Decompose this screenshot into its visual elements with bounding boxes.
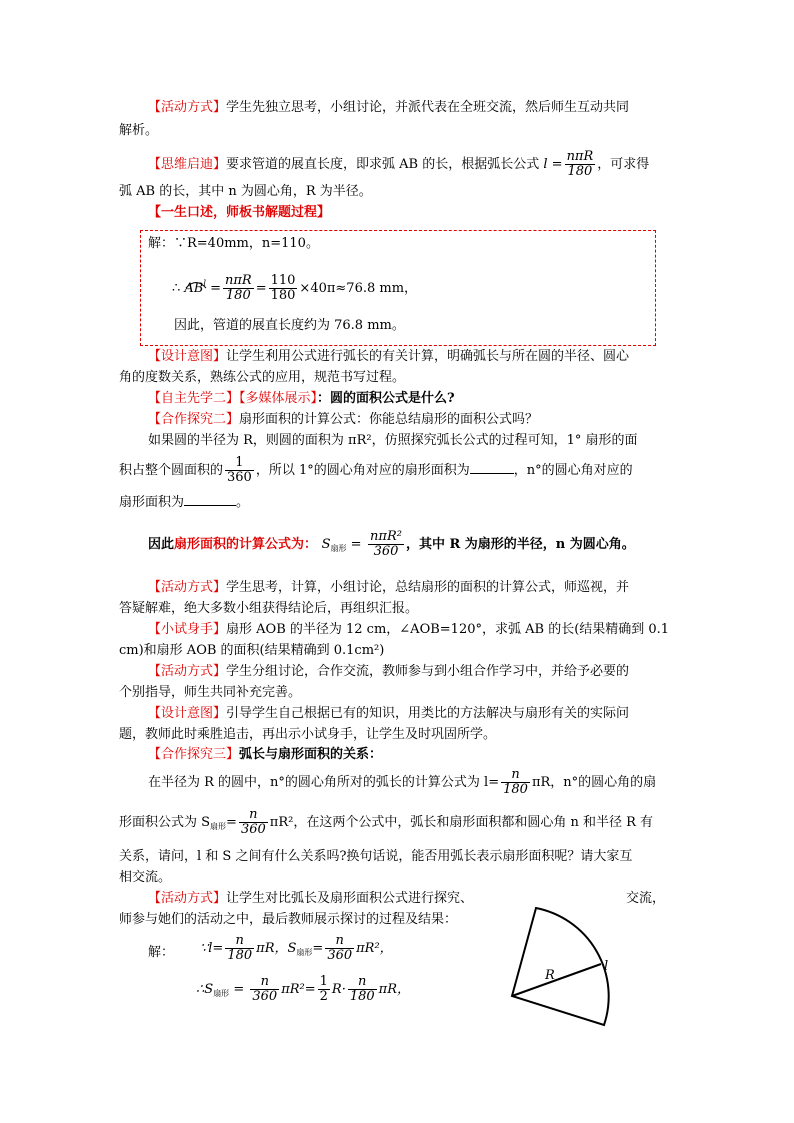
p5-tag1: 【自主先学二】 (148, 391, 240, 406)
p2-tag: 【思维启迪】 (148, 157, 227, 172)
p9-tag: 【活动方式】 (148, 580, 227, 595)
sector-label-l: l (604, 959, 609, 974)
p8-post: ，其中 R 为扇形的半径，n 为圆心角。 (405, 537, 635, 552)
p14-frac1 (501, 768, 530, 797)
jie-n2: n (325, 934, 354, 949)
p14-den1: 180 (503, 782, 528, 797)
p14-den2: 360 (240, 822, 266, 837)
p1-text: 学生先独立思考，小组讨论，并派代表在全班交流，然后师生互动共同 (226, 100, 630, 115)
p15-line2: 师参与她们的活动之中，最后教师展示探讨的过程及结果： (119, 912, 458, 927)
jie-l1a: ∵l= (200, 941, 224, 956)
p14-l2b: = (226, 815, 237, 830)
p15-text: 让学生对比弧长及扇形面积公式进行探究、 (226, 891, 474, 906)
jie-l2e: πR， (378, 982, 410, 997)
p7-l3end: 。 (236, 495, 250, 510)
p8-frac (368, 530, 404, 559)
p8-line (148, 528, 635, 566)
p15-tag: 【活动方式】 (148, 891, 227, 906)
jie-frac-d (348, 975, 377, 1004)
p2-den: 180 (567, 164, 593, 179)
jie-l1c: = (312, 941, 324, 956)
jie-frac-c (250, 975, 279, 1004)
sector-label-R: R (545, 968, 555, 983)
p4-text: 让学生利用公式进行弧长的有关计算，明确弧长与所在圆的半径、圆心 (226, 349, 630, 364)
sol-arc-ab (184, 281, 206, 296)
p8-eq: = (346, 537, 362, 552)
p1-tag: 【活动方式】 (148, 100, 227, 115)
sol-result: ×40π≈76.8 mm， (299, 281, 418, 296)
p14-num1: n (501, 768, 530, 783)
jie-l2a: ∴S (196, 982, 214, 997)
p10-line2: cm)和扇形 AOB 的面积(结果精确到 0.1cm²) (119, 643, 385, 658)
p10-line1 (148, 622, 669, 638)
jie-frac-a (225, 934, 254, 963)
p6-line (148, 412, 538, 428)
p14-line1 (148, 768, 656, 798)
jie-d360a: 360 (327, 948, 353, 963)
p2-line1 (148, 150, 649, 180)
p14-line2 (119, 808, 653, 842)
jie-half-n: 1 (319, 974, 328, 989)
jie-frac-b (325, 934, 354, 963)
p8-num: nπR² (370, 529, 402, 544)
p2-after: ，可求得 (597, 157, 650, 172)
jie-n1: n (225, 934, 254, 949)
sol-arc-sup: l (203, 279, 206, 288)
sol-line1: 解：∵R=40mm，n=110。 (148, 236, 319, 251)
p11-line1 (148, 664, 629, 680)
p11-text: 学生分组讨论，合作交流，教师参与到小组合作学习中，并给予必要的 (226, 664, 630, 679)
jie-n4: n (348, 975, 377, 990)
jie-line1 (200, 932, 393, 970)
sector-figure (500, 900, 620, 1032)
p14-l2c: πR²，在这两个公式中，弧长和扇形面积都和圆心角 n 和半径 R 有 (269, 815, 654, 830)
jie-label: 解： (148, 945, 175, 960)
jie-n3: n (250, 975, 279, 990)
p14-l1a: 在半径为 R 的圆中，n°的圆心角所对的弧长的计算公式为 l= (148, 775, 500, 790)
p7-blank2[interactable] (184, 505, 236, 506)
sector-radius (512, 964, 601, 996)
p6-tag: 【合作探究二】 (148, 412, 240, 427)
sol-arc-text: AB (184, 281, 204, 296)
p14-line4: 相交流。 (119, 870, 172, 885)
p7-l3: 扇形面积为 (119, 495, 185, 510)
jie-line2 (196, 972, 410, 1012)
p8-red: 扇形面积的计算公式为： (174, 537, 318, 552)
p9-line2: 答疑解难，绝大多数小组获得结论后，再组织汇报。 (119, 601, 419, 616)
p10-tag: 【小试身手】 (148, 622, 227, 637)
sol-num1: nπR (224, 273, 252, 288)
jie-l1d: πR²， (356, 941, 393, 956)
p5-tag2: 【多媒体展示】 (239, 391, 318, 406)
p1-line1 (148, 100, 629, 116)
jie-frac-half (318, 975, 330, 1004)
p9-text: 学生思考，计算，小组讨论，总结扇形的面积的计算公式，师巡视，并 (226, 580, 630, 595)
p8-sub: 扇形 (330, 544, 347, 553)
jie-d360b: 360 (252, 989, 278, 1004)
arc-icon (184, 279, 208, 289)
p14-l2a: 形面积公式为 S (119, 815, 211, 830)
p15-text2: 交流， (626, 891, 666, 906)
p14-frac2 (239, 808, 268, 837)
p7-line2 (119, 456, 633, 486)
p11-line2: 个别指导，师生共同补充完善。 (119, 685, 302, 700)
p7-frac (225, 456, 254, 485)
p12-line1 (148, 706, 629, 722)
p12-tag: 【设计意图】 (148, 706, 227, 721)
sol-therefore: ∴ (172, 281, 181, 296)
p4-line2: 角的度数关系，熟练公式的应用，规范书写过程。 (119, 370, 406, 385)
p2-formula-lhs: l = (543, 157, 563, 172)
p9-line1 (148, 580, 629, 596)
p10-text: 扇形 AOB 的半径为 12 cm，∠AOB=120°，求弧 AB 的长(结果精确到 0.1 (226, 622, 670, 637)
p14-num2: n (239, 808, 268, 823)
p13-text: 弧长与扇形面积的关系： (239, 747, 383, 762)
p11-tag: 【活动方式】 (148, 664, 227, 679)
jie-sub1: 扇形 (296, 948, 313, 957)
p4-line1 (148, 349, 629, 365)
sol-den2: 180 (270, 288, 296, 303)
p3-tag: 【一生口述，师板书解题过程】 (148, 205, 331, 220)
p7-l2a: 积占整个圆面积的 (119, 463, 224, 478)
p5-text: ：圆的面积公式是什么? (317, 391, 455, 406)
p7-l2c: ，n°的圆心角对应的 (513, 463, 633, 478)
p13-line (148, 747, 382, 763)
p15-line1 (148, 891, 473, 907)
p7-num: 1 (225, 456, 254, 471)
p4-tag: 【设计意图】 (148, 349, 227, 364)
jie-d180b: 180 (349, 989, 375, 1004)
jie-half-d: 2 (319, 989, 328, 1004)
p6-text: 扇形面积的计算公式：你能总结扇形的面积公式吗？ (239, 412, 539, 427)
p8-S: S (321, 537, 331, 552)
sol-num2: 110 (270, 273, 296, 288)
p7-line1: 如果圆的半径为 R，则圆的面积为 πR²，仿照探究弧长公式的过程可知，1° 扇形的面 (148, 433, 638, 448)
sol-frac2 (269, 274, 298, 303)
p8-den: 360 (373, 544, 399, 559)
jie-l2b: = (229, 982, 249, 997)
p2-formula-fraction (565, 150, 596, 179)
p7-l2b: ，所以 1°的圆心角对应的扇形面积为 (255, 463, 470, 478)
p2-line2: 弧 AB 的长，其中 n 为圆心角，R 为半径。 (119, 184, 372, 199)
p12-text: 引导学生自己根据已有的知识，用类比的方法解决与扇形有关的实际问 (226, 706, 630, 721)
p14-l1b: πR，n°的圆心角的扇 (531, 775, 657, 790)
p14-line3: 关系，请问，l 和 S 之间有什么关系吗?换句话说，能否用弧长表示扇形面积呢？请大家互 (119, 849, 633, 864)
p7-blank1[interactable] (470, 473, 514, 474)
p7-den: 360 (227, 470, 252, 485)
p5-line (148, 391, 455, 407)
p13-tag: 【合作探究三】 (148, 747, 240, 762)
jie-l1b: πR，S (256, 941, 297, 956)
p2-num: nπR (566, 149, 594, 164)
jie-l2c: πR²= (281, 982, 316, 997)
sol-frac1 (223, 274, 254, 303)
p2-text: 要求管道的展直长度，即求弧 AB 的长，根据弧长公式 (226, 157, 540, 172)
p12-line2: 题，教师此时乘胜追击，再出示小试身手，让学生及时巩固所学。 (119, 727, 497, 742)
jie-sub2: 扇形 (213, 989, 230, 998)
p1-line2: 解析。 (119, 123, 159, 138)
jie-d180a: 180 (227, 948, 253, 963)
p8-pre: 因此 (148, 537, 175, 552)
jie-l2d: R· (331, 982, 346, 997)
p7-line3 (119, 495, 249, 511)
p14-sub: 扇形 (210, 822, 227, 831)
sol-line2: ∴ $AB^l$ = $\frac{\text{nπR}}{180}$ = $\frac{110}{180}$ ×40π≈76.8 mm， (172, 273, 418, 303)
sol-line3: 因此，管道的展直长度约为 76.8 mm。 (174, 318, 405, 333)
sol-den1: 180 (225, 288, 251, 303)
